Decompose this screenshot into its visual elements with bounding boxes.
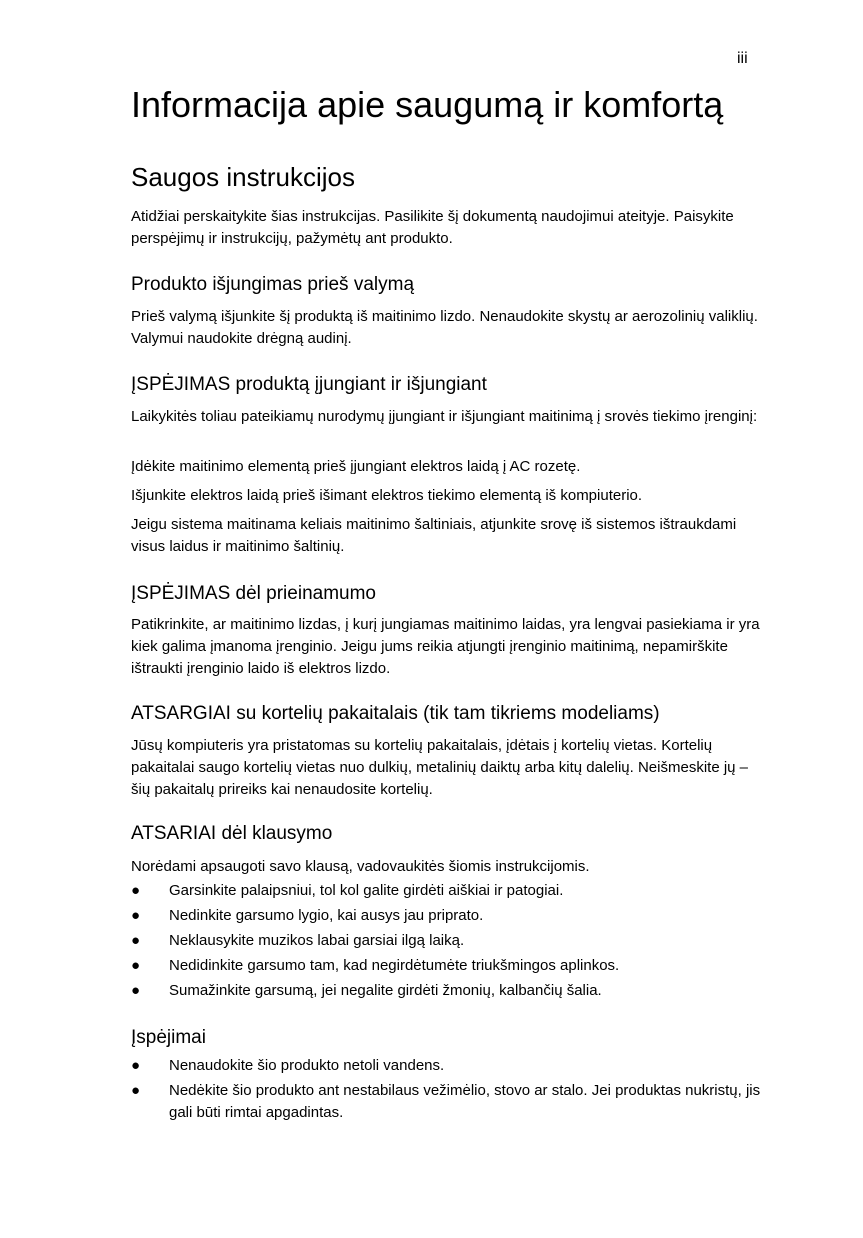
list-item-hearing-1: [131, 880, 761, 902]
bullet-icon: ●: [131, 982, 141, 999]
subsection-title-power-warning: ĮSPĖJIMAS produktą įjungiant ir išjungiant: [131, 374, 487, 395]
list-item-hearing-5: [131, 980, 761, 1002]
paragraph-power-2: Įdėkite maitinimo elementą prieš įjungiant elektros laidą į AC rozetę.: [131, 458, 581, 475]
subsection-title-hearing: ATSARIAI dėl klausymo: [131, 823, 333, 844]
page-title: Informacija apie saugumą ir komfortą: [131, 84, 724, 125]
bullet-icon: ●: [131, 882, 141, 899]
list-item-hearing-4: [131, 955, 761, 977]
subsection-title-warnings: Įspėjimai: [131, 1027, 206, 1048]
bullet-icon: ●: [131, 932, 141, 949]
paragraph-power-4: Jeigu sistema maitinama keliais maitinimo šaltiniais, atjunkite srovę iš sistemos ištraukdami visus laidus ir maitinimo šaltinių.: [131, 516, 737, 555]
list-item-text: Nedidinkite garsumo tam, kad negirdėtumėte triukšmingos aplinkos.: [169, 957, 620, 974]
paragraph-hearing: Norėdami apsaugoti savo klausą, vadovaukitės šiomis instrukcijomis.: [131, 858, 590, 875]
list-item-text: Neklausykite muzikos labai garsiai ilgą laiką.: [169, 932, 465, 949]
paragraph-cleaning: Prieš valymą išjunkite šį produktą iš maitinimo lizdo. Nenaudokite skystų ar aerozolinių valiklių. Valymui naudokite drėgną audinį.: [131, 308, 758, 347]
list-item-hearing-3: [131, 930, 761, 952]
list-item-warning-1: [131, 1055, 761, 1077]
bullet-icon: ●: [131, 1057, 141, 1074]
list-item-text: Garsinkite palaipsniui, tol kol galite girdėti aiškiai ir patogiai.: [169, 882, 564, 899]
list-item-text: Nedinkite garsumo lygio, kai ausys jau priprato.: [169, 907, 484, 924]
list-item-hearing-2: [131, 905, 761, 927]
paragraph-power-3: Išjunkite elektros laidą prieš išimant elektros tiekimo elementą iš kompiuterio.: [131, 487, 643, 504]
page-number: iii: [737, 50, 748, 67]
bullet-icon: ●: [131, 1082, 141, 1099]
subsection-title-cleaning: Produkto išjungimas prieš valymą: [131, 274, 415, 295]
list-item-text: Sumažinkite garsumą, jei negalite girdėti žmonių, kalbančių šalia.: [169, 982, 602, 999]
bullet-icon: ●: [131, 907, 141, 924]
list-item-text: Nedėkite šio produkto ant nestabilaus vežimėlio, stovo ar stalo. Jei produktas nukristų, jis gali būti rimtai apgadintas.: [169, 1082, 761, 1121]
paragraph-power-1: Laikykitės toliau pateikiamų nurodymų įjungiant ir išjungiant maitinimą į srovės tiekimo įrenginį:: [131, 408, 758, 425]
list-item-warning-2: [131, 1080, 761, 1124]
intro-paragraph: Atidžiai perskaitykite šias instrukcijas. Pasilikite šį dokumentą naudojimui ateityje. Paisykite perspėjimų ir instrukcijų, pažymėtų ant produkto.: [131, 208, 734, 247]
subsection-title-card-blanks: ATSARGIAI su kortelių pakaitalais (tik tam tikriems modeliams): [131, 703, 660, 724]
bullet-icon: ●: [131, 957, 141, 974]
paragraph-accessibility: Patikrinkite, ar maitinimo lizdas, į kurį jungiamas maitinimo laidas, yra lengvai pasiekiama ir yra kiek galima įmanoma įrenginio. Jeigu jums reikia atjungti įrenginio maitinimą, nepamirškite ištraukti įrenginio laido iš elektros lizdo.: [131, 616, 760, 677]
paragraph-card-blanks: Jūsų kompiuteris yra pristatomas su kortelių pakaitalais, įdėtais į kortelių vietas. Kortelių pakaitalai saugo kortelių vietas nuo dulkių, metalinių daiktų arba kitų dalelių. Neišmeskite jų – šių pakaitalų prireiks kai nenaudosite kortelių.: [131, 737, 749, 798]
section-heading: Saugos instrukcijos: [131, 162, 355, 192]
subsection-title-accessibility: ĮSPĖJIMAS dėl prieinamumo: [131, 583, 376, 604]
list-item-text: Nenaudokite šio produkto netoli vandens.: [169, 1057, 445, 1074]
